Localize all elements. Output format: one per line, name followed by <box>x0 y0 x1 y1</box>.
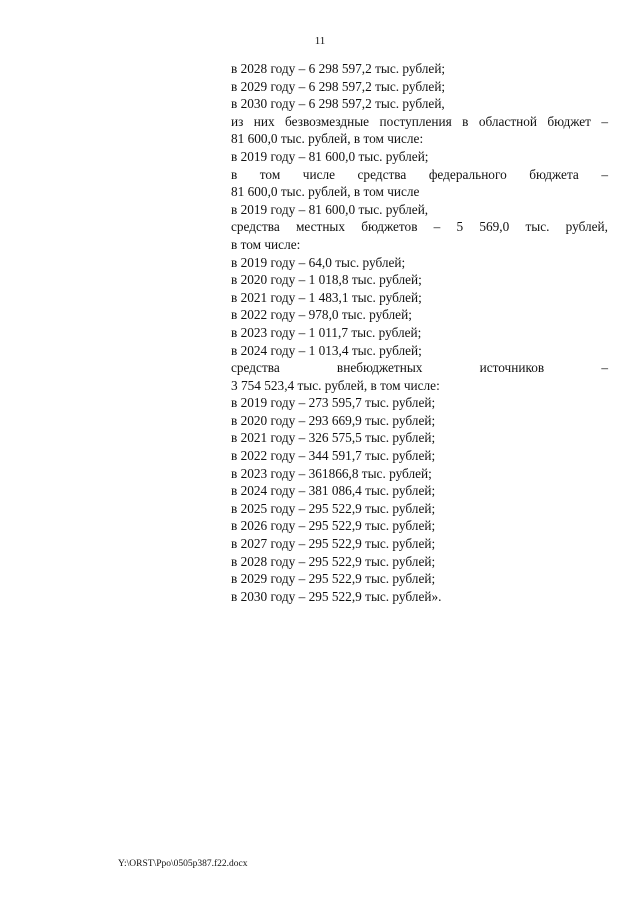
word: из <box>231 113 244 129</box>
text-line: в 2029 году – 6 298 597,2 тыс. рублей; <box>231 78 446 94</box>
text-line-justified <box>231 218 608 236</box>
word: – <box>601 113 608 129</box>
text-line: в 2022 году – 344 591,7 тыс. рублей; <box>231 448 436 464</box>
document-body <box>231 60 608 605</box>
word: местных <box>295 219 346 235</box>
word: них <box>253 113 275 129</box>
text-line: в 2019 году – 81 600,0 тыс. рублей, <box>231 201 429 217</box>
text-line: в 2023 году – 361866,8 тыс. рублей; <box>231 465 432 481</box>
word: 569,0 <box>479 219 510 235</box>
text-line: в 2029 году – 295 522,9 тыс. рублей; <box>231 571 436 587</box>
word: федерального <box>428 166 507 182</box>
page-number: 11 <box>314 35 326 47</box>
text-line: в 2030 году – 295 522,9 тыс. рублей». <box>231 588 442 604</box>
word: бюджет <box>547 113 591 129</box>
text-line-justified <box>231 359 608 377</box>
text-line-justified <box>231 113 608 131</box>
text-line: в 2030 году – 6 298 597,2 тыс. рублей, <box>231 96 445 112</box>
text-line: в 2019 году – 273 595,7 тыс. рублей; <box>231 395 436 411</box>
text-line: в 2028 году – 6 298 597,2 тыс. рублей; <box>231 61 446 76</box>
text-line: в 2022 году – 978,0 тыс. рублей; <box>231 307 412 323</box>
word: тыс. <box>525 219 550 235</box>
word: поступления <box>379 113 452 129</box>
word: средства <box>231 360 280 376</box>
word: том <box>259 166 281 182</box>
word: в <box>231 166 238 182</box>
footer-file-path: Y:\ORST\Ppo\0505p387.f22.docx <box>118 859 248 869</box>
word: средства <box>357 166 407 182</box>
word: числе <box>302 166 336 182</box>
text-line: в 2023 году – 1 011,7 тыс. рублей; <box>231 324 422 340</box>
text-line: в 2024 году – 381 086,4 тыс. рублей; <box>231 483 436 499</box>
word: – <box>601 360 608 376</box>
word: рублей, <box>565 219 608 235</box>
text-line: в 2028 году – 295 522,9 тыс. рублей; <box>231 553 436 569</box>
text-line: в 2019 году – 81 600,0 тыс. рублей; <box>231 148 429 164</box>
word: бюджета <box>529 166 579 182</box>
text-line: в 2025 году – 295 522,9 тыс. рублей; <box>231 500 436 516</box>
word: средства <box>231 219 280 235</box>
word: источников <box>479 360 545 376</box>
text-line: в том числе: <box>231 236 301 252</box>
word: – <box>433 219 441 235</box>
text-line: в 2021 году – 326 575,5 тыс. рублей; <box>231 430 436 446</box>
word: безвозмездные <box>285 113 370 129</box>
word: – <box>601 166 608 182</box>
text-line: в 2021 году – 1 483,1 тыс. рублей; <box>231 289 422 305</box>
text-line-justified <box>231 166 608 184</box>
word: в <box>462 113 469 129</box>
text-line: в 2019 году – 64,0 тыс. рублей; <box>231 254 406 270</box>
text-line: 3 754 523,4 тыс. рублей, в том числе: <box>231 377 440 393</box>
word: 5 <box>456 219 464 235</box>
text-line: в 2020 году – 1 018,8 тыс. рублей; <box>231 272 422 288</box>
word: внебюджетных <box>336 360 423 376</box>
text-line: в 2020 году – 293 669,9 тыс. рублей; <box>231 412 436 428</box>
text-line: в 2026 году – 295 522,9 тыс. рублей; <box>231 518 436 534</box>
word: бюджетов <box>361 219 418 235</box>
text-line: 81 600,0 тыс. рублей, в том числе: <box>231 131 424 147</box>
text-line: 81 600,0 тыс. рублей, в том числе <box>231 184 420 200</box>
text-line: в 2024 году – 1 013,4 тыс. рублей; <box>231 342 422 358</box>
word: областной <box>478 113 538 129</box>
text-line: в 2027 году – 295 522,9 тыс. рублей; <box>231 536 436 552</box>
